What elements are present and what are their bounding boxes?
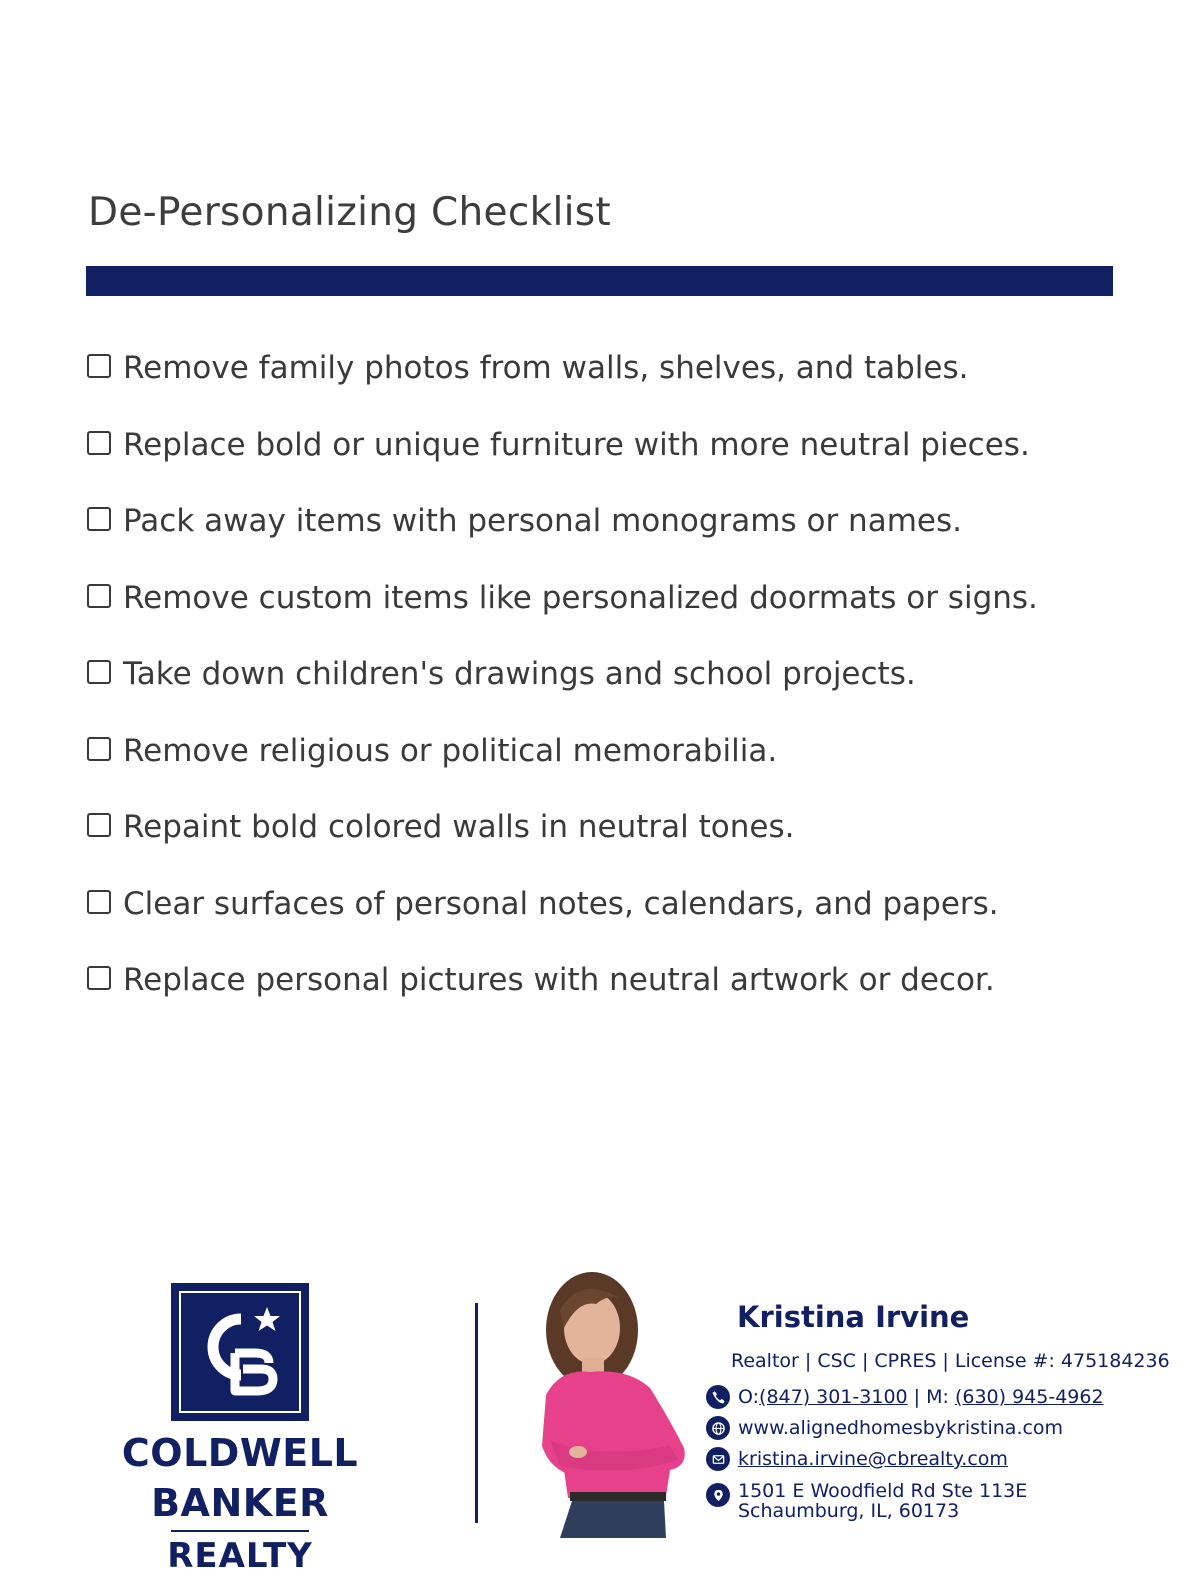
checklist-item <box>87 960 1038 1037</box>
cb-logo-icon <box>171 1283 309 1421</box>
checklist-item-label: Replace bold or unique furniture with more neutral pieces. <box>123 426 1030 463</box>
checkbox[interactable] <box>87 890 111 914</box>
phone-icon <box>706 1385 730 1409</box>
email-link[interactable]: kristina.irvine@cbrealty.com <box>738 1448 1008 1470</box>
checklist-item-label: Pack away items with personal monograms or names. <box>123 503 962 539</box>
brand-wordmark <box>28 1428 452 1576</box>
mail-icon <box>706 1447 730 1471</box>
checkbox[interactable] <box>87 966 111 990</box>
checklist-item <box>87 884 1038 961</box>
office-phone-link[interactable]: (847) 301-3100 <box>759 1386 908 1408</box>
checkbox[interactable] <box>87 660 111 684</box>
checklist-item <box>87 425 1038 502</box>
globe-icon <box>706 1416 730 1440</box>
agent-photo <box>520 1270 700 1538</box>
checklist-item <box>87 731 1038 808</box>
website-link[interactable]: www.alignedhomesbykristina.com <box>738 1417 1064 1439</box>
address-row <box>706 1481 1027 1521</box>
agent-credentials: Realtor | CSC | CPRES | License #: 475184236 <box>731 1350 1170 1372</box>
checklist-item <box>87 807 1038 884</box>
checklist-item-label: Remove family photos from walls, shelves, and tables. <box>123 350 969 386</box>
email-row <box>706 1447 1008 1471</box>
checklist-item <box>87 654 1038 731</box>
checkbox[interactable] <box>87 507 111 531</box>
location-pin-icon <box>706 1483 730 1507</box>
checkbox[interactable] <box>87 431 111 455</box>
office-label: O: <box>738 1386 760 1408</box>
checklist-item-label: Repaint bold colored walls in neutral tones. <box>123 809 795 845</box>
checklist-item <box>87 501 1038 578</box>
brand-subname: REALTY <box>167 1536 313 1576</box>
checklist-item <box>87 348 1038 425</box>
address <box>738 1481 1027 1521</box>
checklist-item-label: Clear surfaces of personal notes, calendars, and papers. <box>123 885 999 922</box>
footer-divider <box>475 1303 478 1523</box>
address-line1: 1501 E Woodfield Rd Ste 113E <box>738 1480 1028 1502</box>
checklist-item-label: Replace personal pictures with neutral artwork or decor. <box>123 962 995 998</box>
mobile-phone-link[interactable]: (630) 945-4962 <box>954 1386 1104 1408</box>
checklist-item-label: Remove custom items like personalized doormats or signs. <box>123 579 1038 616</box>
title-divider-bar <box>86 266 1113 296</box>
phone-row <box>706 1385 1104 1409</box>
checkbox[interactable] <box>87 737 111 761</box>
checkbox[interactable] <box>87 813 111 837</box>
checklist-item-label: Take down children's drawings and school projects. <box>123 656 916 692</box>
checklist-item-label: Remove religious or political memorabilia. <box>123 732 778 769</box>
checklist <box>87 348 1038 1037</box>
checkbox[interactable] <box>87 584 111 608</box>
address-line2: Schaumburg, IL, 60173 <box>738 1500 960 1522</box>
checklist-item <box>87 578 1038 655</box>
checkbox[interactable] <box>87 354 111 378</box>
mobile-label: | M: <box>907 1386 955 1408</box>
brand-name: COLDWELL BANKER <box>121 1431 359 1525</box>
agent-name: Kristina Irvine <box>737 1300 970 1334</box>
website-row <box>706 1416 1063 1440</box>
page-title: De-Personalizing Checklist <box>88 190 611 235</box>
